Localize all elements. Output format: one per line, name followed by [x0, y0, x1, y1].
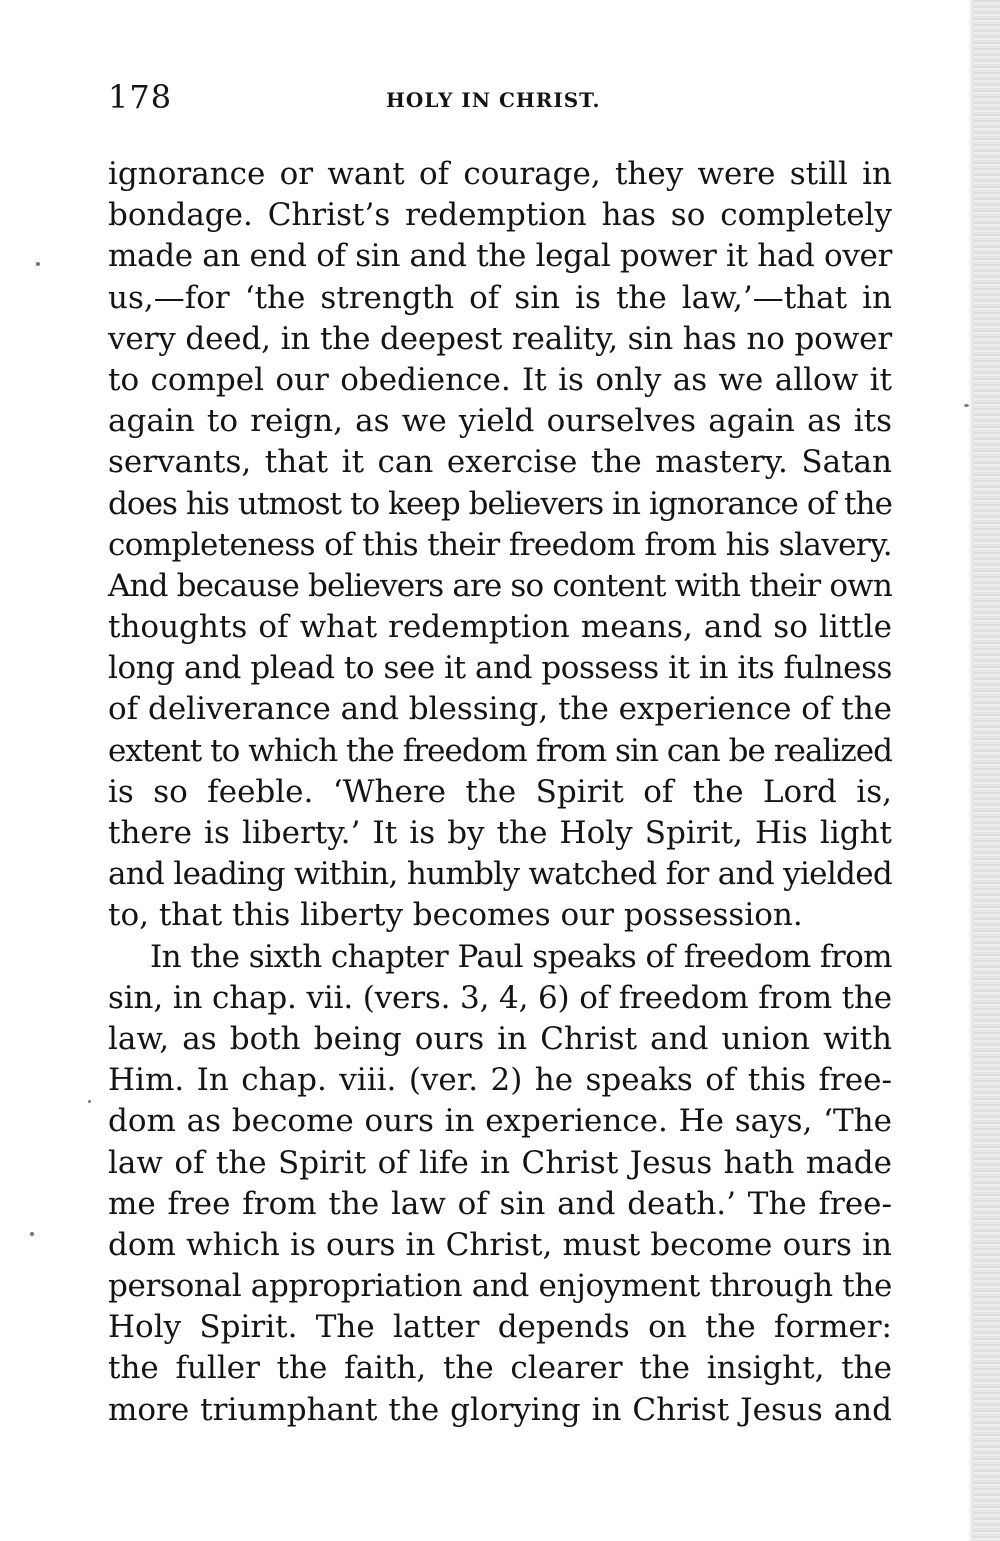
book-page [108, 70, 892, 1431]
page-edge-shadow [968, 0, 974, 1541]
text-line: And because believers are so content with their own [108, 567, 892, 604]
print-speck [88, 1100, 91, 1103]
text-line: again to reign, as we yield ourselves again as its [108, 403, 892, 440]
text-line: me free from the law of sin and death.’ The free- [108, 1185, 892, 1222]
text-line: Holy Spirit. The latter depends on the former: [108, 1309, 892, 1346]
text-line: sin, in chap. vii. (vers. 3, 4, 6) of freedom from the [108, 979, 892, 1016]
text-line: In the sixth chapter Paul speaks of freedom from [150, 938, 892, 975]
text-line: us,—for ‘the strength of sin is the law,’—that in [108, 279, 892, 316]
text-line: the fuller the faith, the clearer the insight, the [108, 1350, 892, 1387]
text-line: made an end of sin and the legal power it had over [108, 238, 892, 275]
body-text [108, 154, 892, 1431]
text-line: does his utmost to keep believers in ignorance of the [108, 485, 893, 522]
text-line: long and plead to see it and possess it in its fulness [108, 650, 892, 687]
text-line: law, as both being ours in Christ and union with [108, 1020, 892, 1057]
text-line: personal appropriation and enjoyment through the [108, 1268, 892, 1305]
print-speck [36, 262, 40, 266]
running-title: HOLY IN CHRIST. [386, 88, 601, 112]
print-speck [964, 404, 969, 407]
text-line: there is liberty.’ It is by the Holy Spirit, His light [108, 815, 892, 851]
print-speck [30, 1232, 34, 1236]
text-line: very deed, in the deepest reality, sin has no power [108, 320, 892, 357]
text-line: extent to which the freedom from sin can be realized [108, 732, 892, 769]
text-line: Him. In chap. viii. (ver. 2) he speaks of this free- [108, 1062, 892, 1099]
text-line: to compel our obedience. It is only as we allow it [108, 361, 892, 398]
text-line: dom which is ours in Christ, must become ours in [108, 1226, 892, 1263]
page-number: 178 [108, 78, 173, 116]
text-line: and leading within, humbly watched for and yielded [108, 856, 892, 893]
text-line: is so feeble. ‘Where the Spirit of the Lord is, [108, 773, 892, 810]
text-line: to, that this liberty becomes our possession. [108, 897, 803, 934]
text-line: thoughts of what redemption means, and so little [108, 609, 892, 646]
text-line: dom as become ours in experience. He says, ‘The [108, 1103, 892, 1140]
page-edge-shading [974, 0, 1000, 1541]
text-line: servants, that it can exercise the mastery. Satan [108, 444, 892, 481]
text-line: completeness of this their freedom from his slavery. [108, 526, 892, 563]
text-line: of deliverance and blessing, the experience of the [108, 691, 893, 728]
text-line: more triumphant the glorying in Christ Jesus and [108, 1391, 892, 1428]
text-line: ignorance or want of courage, they were still in [108, 156, 892, 192]
page-header [108, 70, 892, 126]
text-line: bondage. Christ’s redemption has so completely [108, 197, 892, 234]
text-line: law of the Spirit of life in Christ Jesus hath made [108, 1144, 892, 1181]
